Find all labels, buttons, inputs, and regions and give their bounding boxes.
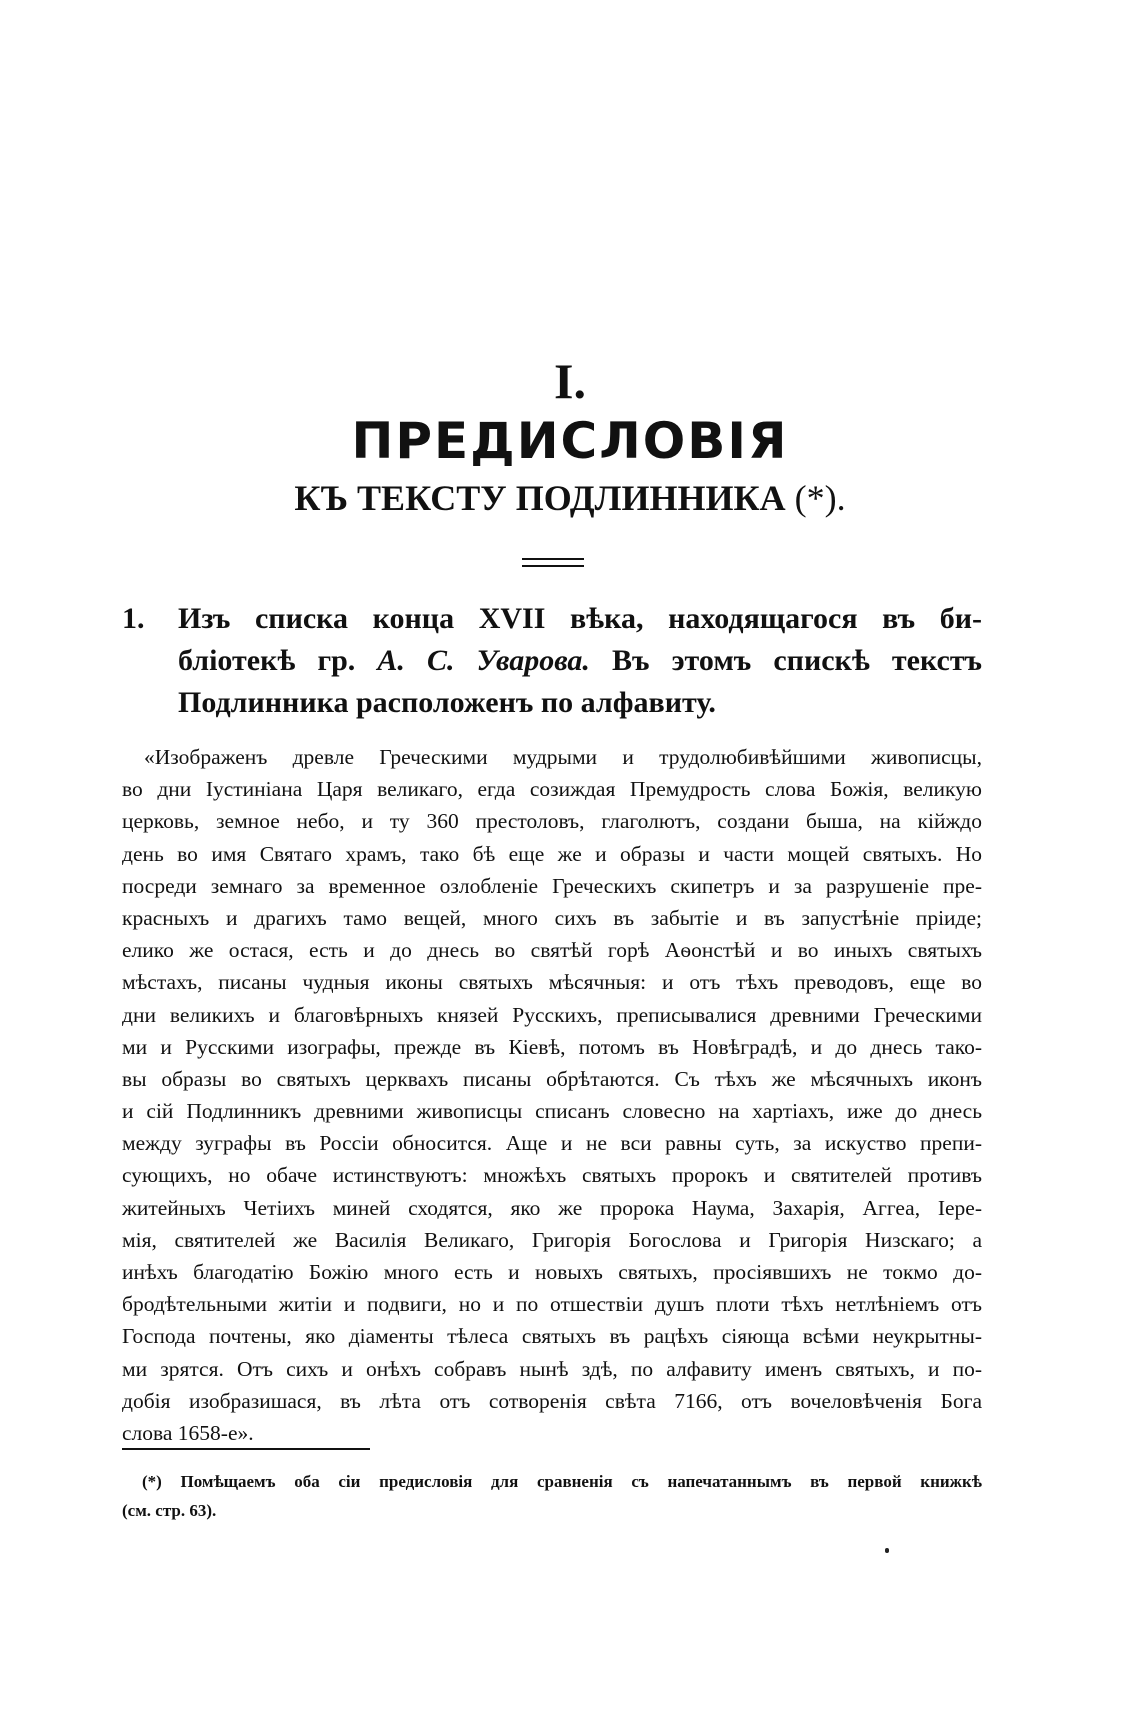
text-line: житейныхъ Четіихъ миней сходятся, яко же пророка Наума, Захарія, Аггеа, Іере- <box>122 1195 982 1220</box>
section-heading-line <box>178 640 982 682</box>
text-line: день во имя Святаго храмъ, тако бѣ еще же и образы и части мощей святыхъ. Но <box>122 841 982 866</box>
footnote-line: (*) Помѣщаемъ оба сіи предисловія для сравненія съ напечатаннымъ въ первой книжкѣ <box>142 1472 982 1491</box>
text-line: слова 1658-е». <box>122 1420 254 1445</box>
text-line: церковь, земное небо, и ту 360 престоловъ, глаголютъ, создани быша, на кійждо <box>122 809 982 834</box>
footnote <box>122 1467 982 1525</box>
body-paragraph <box>122 741 982 1449</box>
text-line: ми зрятся. Отъ сихъ и онѣхъ собравъ нынѣ здѣ, по алфавиту именъ святыхъ, и по- <box>122 1356 982 1381</box>
section-heading-fragment: Въ этомъ спискѣ текстъ <box>612 644 983 677</box>
text-line: мѣстахъ, писаны чудныя иконы святыхъ мѣсячныя: и отъ тѣхъ преводовъ, еще во <box>122 970 982 995</box>
text-line: вы образы во святыхъ церквахъ писаны обрѣтаются. Съ тѣхъ же мѣсячныхъ иконъ <box>122 1066 982 1091</box>
section-heading-line: Изъ списка конца XVII вѣка, находящагося въ би- <box>178 602 982 635</box>
footnote-line: (см. стр. 63). <box>122 1501 217 1520</box>
double-rule-divider <box>522 558 584 567</box>
text-line: Господа почтены, яко діаменты тѣлеса святыхъ въ рацѣхъ сіяюща всѣми неукрытны- <box>122 1324 982 1349</box>
text-line: «Изображенъ древле Греческими мудрыми и трудолюбивѣйшими живописцы, <box>144 745 982 769</box>
page-title: ПРЕДИСЛОВІЯ <box>351 412 789 470</box>
text-line: инѣхъ благодатію Божію много есть и новыхъ святыхъ, просіявшихъ не токмо до- <box>122 1260 982 1284</box>
text-line: красныхъ и драгихъ тамо вещей, много сихъ въ забытіе и въ запустѣніе пріиде; <box>122 905 982 930</box>
text-line: посреди земнаго за временное озлобленіе Греческихъ скипетръ и за разрушеніе пре- <box>122 873 982 898</box>
section-heading-fragment: бліотекѣ гр. <box>178 644 356 677</box>
text-line: во дни Іустиніана Царя великаго, егда созиждая Премудрость слова Божія, великую <box>122 777 982 802</box>
page-subtitle <box>0 477 1140 519</box>
text-line: между зуграфы въ Россіи обносится. Аще и не вси равны суть, за искуство препи- <box>122 1131 982 1156</box>
footnote-rule <box>122 1448 370 1450</box>
text-line: бродѣтельными житіи и подвиги, но и по отшествіи душъ плоти тѣхъ нетлѣніемъ отъ <box>122 1292 982 1317</box>
chapter-number: I. <box>554 353 586 409</box>
owner-name: А. С. Уварова. <box>377 644 590 677</box>
text-line: мія, святителей же Василія Великаго, Григорія Богослова и Григорія Низскаго; а <box>122 1227 982 1252</box>
text-line: добія изобразишася, въ лѣта отъ сотворенія свѣта 7166, отъ вочеловѣченія Бога <box>122 1388 982 1413</box>
section-number: 1. <box>122 602 145 635</box>
ink-speck <box>885 1548 889 1553</box>
text-line: дни великихъ и благовѣрныхъ князей Русскихъ, преписывалися древними Греческими <box>122 1002 982 1027</box>
section-heading-line: Подлинника расположенъ по алфавиту. <box>178 686 716 719</box>
footnote-marker: (*). <box>794 478 846 518</box>
subtitle-text: КЪ ТЕКСТУ ПОДЛИННИКА <box>294 478 786 518</box>
text-line: и сій Подлинникъ древними живописцы списанъ словесно на хартіахъ, иже до днесь <box>122 1099 982 1124</box>
text-line: ми и Русскими изографы, прежде въ Кіевѣ, потомъ въ Новѣградѣ, и до днесь тако- <box>122 1034 982 1059</box>
text-line: елико же остася, есть и до днесь во святѣй горѣ Аѳонстѣй и во иныхъ святыхъ <box>122 938 982 963</box>
text-line: сующихъ, но обаче истинствуютъ: множѣхъ святыхъ пророкъ и святителей противъ <box>122 1163 982 1188</box>
